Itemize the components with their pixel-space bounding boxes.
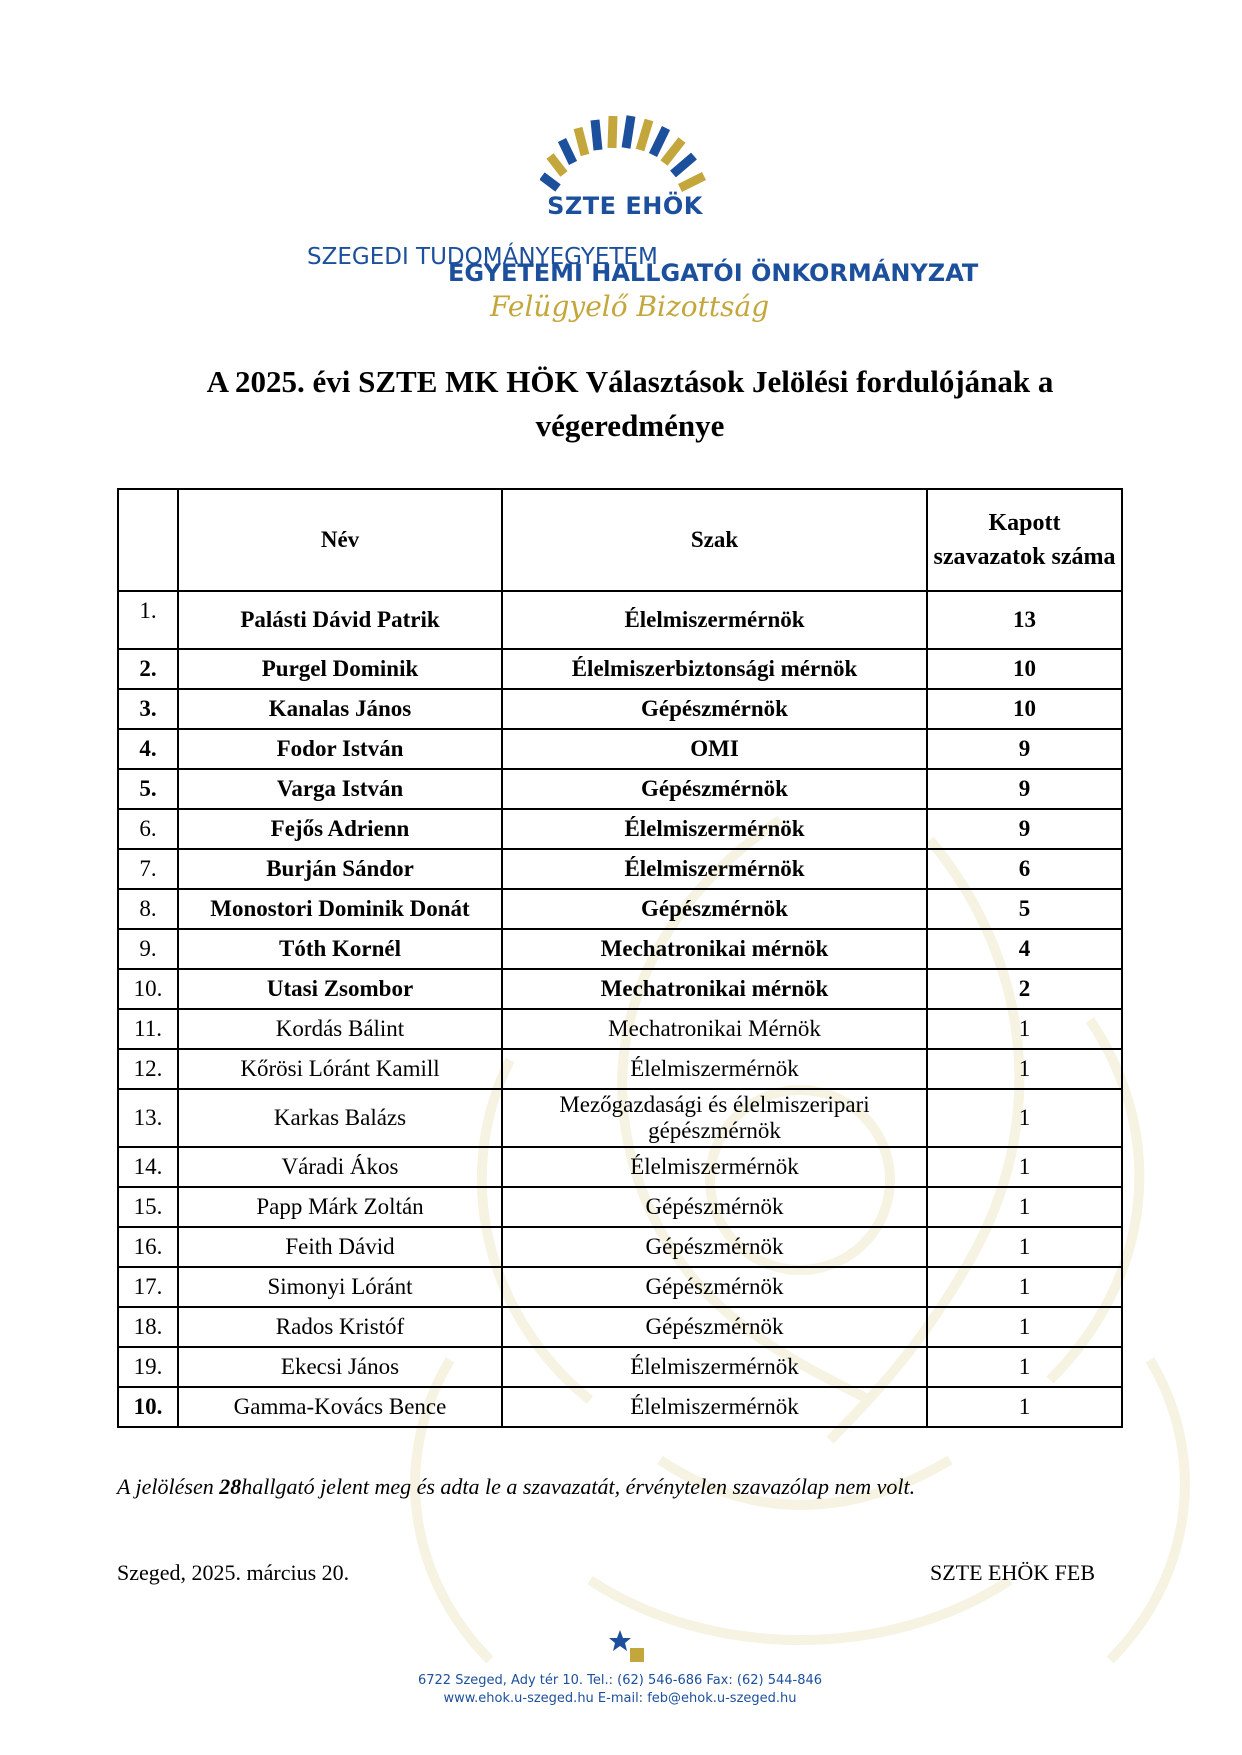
row-rank: 7. xyxy=(118,849,178,889)
row-votes: 1 xyxy=(927,1187,1122,1227)
row-votes: 1 xyxy=(927,1347,1122,1387)
table-row xyxy=(118,1009,1122,1049)
row-name: Gamma-Kovács Bence xyxy=(178,1387,502,1427)
table-row xyxy=(118,809,1122,849)
row-votes: 1 xyxy=(927,1267,1122,1307)
row-votes: 6 xyxy=(927,849,1122,889)
row-name: Papp Márk Zoltán xyxy=(178,1187,502,1227)
row-name: Kanalas János xyxy=(178,689,502,729)
attendance-note xyxy=(117,1474,915,1500)
header-name: Név xyxy=(178,489,502,591)
header-rank xyxy=(118,489,178,591)
row-name: Kordás Bálint xyxy=(178,1009,502,1049)
table-row xyxy=(118,1267,1122,1307)
row-name: Monostori Dominik Donát xyxy=(178,889,502,929)
row-rank: 12. xyxy=(118,1049,178,1089)
row-name: Rados Kristóf xyxy=(178,1307,502,1347)
row-rank: 6. xyxy=(118,809,178,849)
row-votes: 10 xyxy=(927,649,1122,689)
row-rank: 4. xyxy=(118,729,178,769)
table-row xyxy=(118,1049,1122,1089)
table-row xyxy=(118,1227,1122,1267)
row-name: Fodor István xyxy=(178,729,502,769)
row-votes: 1 xyxy=(927,1227,1122,1267)
student-union-name: EGYETEMI HALLGATÓI ÖNKORMÁNYZAT xyxy=(448,259,979,287)
row-rank: 2. xyxy=(118,649,178,689)
table-row xyxy=(118,1147,1122,1187)
row-rank: 1. xyxy=(118,591,178,649)
signature: SZTE EHÖK FEB xyxy=(930,1560,1095,1585)
note-suffix: hallgató jelent meg és adta le a szavazatát, érvénytelen szavazólap nem volt. xyxy=(241,1474,916,1499)
address-line-1: 6722 Szeged, Ady tér 10. Tel.: (62) 546-686 Fax: (62) 544-846 xyxy=(417,1673,823,1688)
row-name: Burján Sándor xyxy=(178,849,502,889)
document-title xyxy=(120,360,1140,448)
row-votes: 4 xyxy=(927,929,1122,969)
row-rank: 16. xyxy=(118,1227,178,1267)
row-major: Gépészmérnök xyxy=(502,769,927,809)
row-major: Gépészmérnök xyxy=(502,1187,927,1227)
row-major: Élelmiszermérnök xyxy=(502,1347,927,1387)
row-major: OMI xyxy=(502,729,927,769)
row-votes: 9 xyxy=(927,809,1122,849)
row-name: Feith Dávid xyxy=(178,1227,502,1267)
row-rank: 14. xyxy=(118,1147,178,1187)
row-major: Élelmiszermérnök xyxy=(502,1387,927,1427)
row-name: Purgel Dominik xyxy=(178,649,502,689)
table-row xyxy=(118,649,1122,689)
star-logo-icon xyxy=(608,1628,648,1668)
table-row xyxy=(118,1089,1122,1147)
row-major: Mechatronikai mérnök xyxy=(502,969,927,1009)
row-major: Élelmiszermérnök xyxy=(502,849,927,889)
note-prefix: A jelölésen xyxy=(117,1474,220,1499)
row-major: Élelmiszermérnök xyxy=(502,1049,927,1089)
row-votes: 1 xyxy=(927,1147,1122,1187)
row-votes: 1 xyxy=(927,1089,1122,1147)
place-date: Szeged, 2025. március 20. xyxy=(117,1560,350,1585)
row-rank: 13. xyxy=(118,1089,178,1147)
row-rank: 17. xyxy=(118,1267,178,1307)
row-major: Gépészmérnök xyxy=(502,1267,927,1307)
row-name: Tóth Kornél xyxy=(178,929,502,969)
note-count: 28 xyxy=(219,1474,242,1499)
row-major: Mechatronikai mérnök xyxy=(502,929,927,969)
row-votes: 1 xyxy=(927,1387,1122,1427)
row-major: Élelmiszermérnök xyxy=(502,591,927,649)
university-name: SZEGEDI TUDOMÁNYEGYETEM xyxy=(307,244,658,270)
row-rank: 8. xyxy=(118,889,178,929)
row-major: Gépészmérnök xyxy=(502,689,927,729)
header-votes: Kapott szavazatok száma xyxy=(927,489,1122,591)
table-row xyxy=(118,729,1122,769)
row-votes: 13 xyxy=(927,591,1122,649)
row-rank: 10. xyxy=(118,1387,178,1427)
table-header-row xyxy=(118,489,1122,591)
table-row xyxy=(118,1387,1122,1427)
row-name: Karkas Balázs xyxy=(178,1089,502,1147)
title-line-2: végeredménye xyxy=(535,408,725,443)
table-row xyxy=(118,929,1122,969)
row-votes: 9 xyxy=(927,769,1122,809)
row-name: Váradi Ákos xyxy=(178,1147,502,1187)
table-row xyxy=(118,889,1122,929)
table-row xyxy=(118,1187,1122,1227)
title-line-1: A 2025. évi SZTE MK HÖK Választások Jelölési fordulójának a xyxy=(206,364,1054,399)
row-votes: 1 xyxy=(927,1009,1122,1049)
table-row xyxy=(118,969,1122,1009)
table-row xyxy=(118,591,1122,649)
row-name: Kőrösi Lóránt Kamill xyxy=(178,1049,502,1089)
row-rank: 19. xyxy=(118,1347,178,1387)
table-row xyxy=(118,1307,1122,1347)
row-rank: 9. xyxy=(118,929,178,969)
address-line-2: www.ehok.u-szeged.hu E-mail: feb@ehok.u-szeged.hu xyxy=(443,1691,797,1706)
table-row xyxy=(118,849,1122,889)
row-votes: 1 xyxy=(927,1307,1122,1347)
logo-text: SZTE EHÖK xyxy=(547,192,703,220)
table-row xyxy=(118,689,1122,729)
row-name: Fejős Adrienn xyxy=(178,809,502,849)
row-rank: 18. xyxy=(118,1307,178,1347)
row-major: Élelmiszermérnök xyxy=(502,1147,927,1187)
row-rank: 3. xyxy=(118,689,178,729)
row-major: Mechatronikai Mérnök xyxy=(502,1009,927,1049)
table-row xyxy=(118,769,1122,809)
row-rank: 11. xyxy=(118,1009,178,1049)
row-votes: 1 xyxy=(927,1049,1122,1089)
row-votes: 5 xyxy=(927,889,1122,929)
row-major: Élelmiszermérnök xyxy=(502,809,927,849)
row-major: Mezőgazdasági és élelmiszeripari gépészmérnök xyxy=(502,1089,927,1147)
row-major: Gépészmérnök xyxy=(502,1227,927,1267)
row-votes: 10 xyxy=(927,689,1122,729)
row-major: Gépészmérnök xyxy=(502,1307,927,1347)
row-rank: 5. xyxy=(118,769,178,809)
row-major: Gépészmérnök xyxy=(502,889,927,929)
row-name: Utasi Zsombor xyxy=(178,969,502,1009)
footer-address xyxy=(380,1672,860,1708)
row-name: Ekecsi János xyxy=(178,1347,502,1387)
row-name: Varga István xyxy=(178,769,502,809)
board-name: Felügyelő Bizottság xyxy=(490,290,770,323)
row-rank: 15. xyxy=(118,1187,178,1227)
row-rank: 10. xyxy=(118,969,178,1009)
row-votes: 9 xyxy=(927,729,1122,769)
row-votes: 2 xyxy=(927,969,1122,1009)
header-major: Szak xyxy=(502,489,927,591)
results-table xyxy=(117,488,1123,1428)
row-name: Simonyi Lóránt xyxy=(178,1267,502,1307)
table-row xyxy=(118,1347,1122,1387)
row-name: Palásti Dávid Patrik xyxy=(178,591,502,649)
row-major: Élelmiszerbiztonsági mérnök xyxy=(502,649,927,689)
